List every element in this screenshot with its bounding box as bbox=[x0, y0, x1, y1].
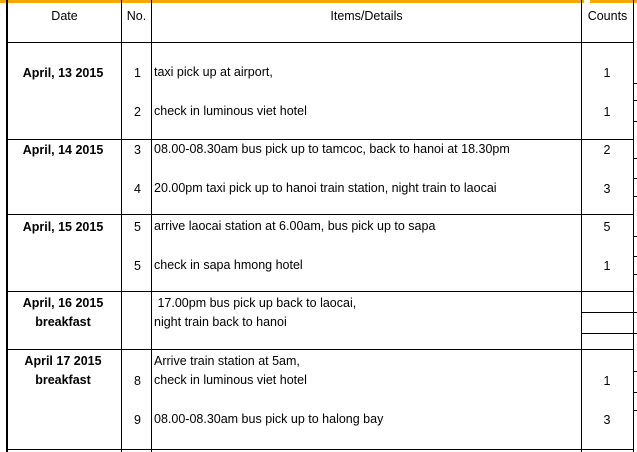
row-no: 5 bbox=[134, 220, 141, 234]
row-count: 2 bbox=[603, 143, 611, 157]
row-no: 5 bbox=[134, 259, 141, 273]
count-subline-2 bbox=[581, 333, 637, 334]
grid-right-border bbox=[633, 0, 634, 452]
date-cell: April, 15 2015 bbox=[22, 220, 104, 234]
date-cell: April, 16 2015 bbox=[22, 296, 104, 310]
row-count: 3 bbox=[603, 413, 611, 427]
group-divider-3 bbox=[6, 291, 634, 292]
header-no: No. bbox=[126, 9, 147, 23]
count-subline-1 bbox=[581, 312, 637, 313]
group-divider-4 bbox=[6, 349, 634, 350]
header-counts: Counts bbox=[587, 9, 628, 23]
row-no: 1 bbox=[134, 66, 141, 80]
row-item: check in luminous viet hotel bbox=[154, 373, 307, 387]
row-count: 1 bbox=[603, 259, 611, 273]
row-item: Arrive train station at 5am, bbox=[154, 354, 300, 368]
row-item: 20.00pm taxi pick up to hanoi train station, night train to laocai bbox=[154, 181, 497, 195]
row-item: 17.00pm bus pick up back to laocai, bbox=[154, 296, 357, 310]
header-bottom-border bbox=[6, 42, 634, 43]
row-no: 4 bbox=[134, 182, 141, 196]
row-item: 08.00-08.30am bus pick up to halong bay bbox=[154, 412, 384, 426]
date-note: breakfast bbox=[35, 315, 91, 329]
row-count: 3 bbox=[603, 182, 611, 196]
date-cell: April, 14 2015 bbox=[22, 143, 104, 157]
date-cell: April, 13 2015 bbox=[22, 66, 104, 80]
header-items: Items/Details bbox=[330, 9, 403, 23]
row-item: check in luminous viet hotel bbox=[154, 104, 307, 118]
row-no: 2 bbox=[134, 105, 141, 119]
row-no: 3 bbox=[134, 143, 141, 157]
row-count: 1 bbox=[603, 66, 611, 80]
row-item: check in sapa hmong hotel bbox=[154, 258, 303, 272]
grid-divider-date bbox=[121, 0, 122, 452]
header-date: Date bbox=[51, 9, 78, 23]
row-count: 1 bbox=[603, 374, 611, 388]
row-item: arrive laocai station at 6.00am, bus pick up to sapa bbox=[154, 219, 436, 233]
row-count: 1 bbox=[603, 105, 611, 119]
top-highlight-gap bbox=[584, 0, 590, 3]
row-no: 8 bbox=[134, 374, 141, 388]
group-divider-2 bbox=[6, 214, 634, 215]
row-item: 08.00-08.30am bus pick up to tamcoc, back to hanoi at 18.30pm bbox=[154, 142, 510, 156]
date-note: breakfast bbox=[35, 373, 91, 387]
row-count: 5 bbox=[603, 220, 611, 234]
table-bottom-border bbox=[6, 449, 634, 450]
row-item: taxi pick up at airport, bbox=[154, 65, 273, 79]
date-cell: April 17 2015 bbox=[24, 354, 102, 368]
top-highlight-strip bbox=[0, 0, 637, 3]
row-no: 9 bbox=[134, 413, 141, 427]
grid-divider-no bbox=[151, 0, 152, 452]
row-item: night train back to hanoi bbox=[154, 315, 287, 329]
